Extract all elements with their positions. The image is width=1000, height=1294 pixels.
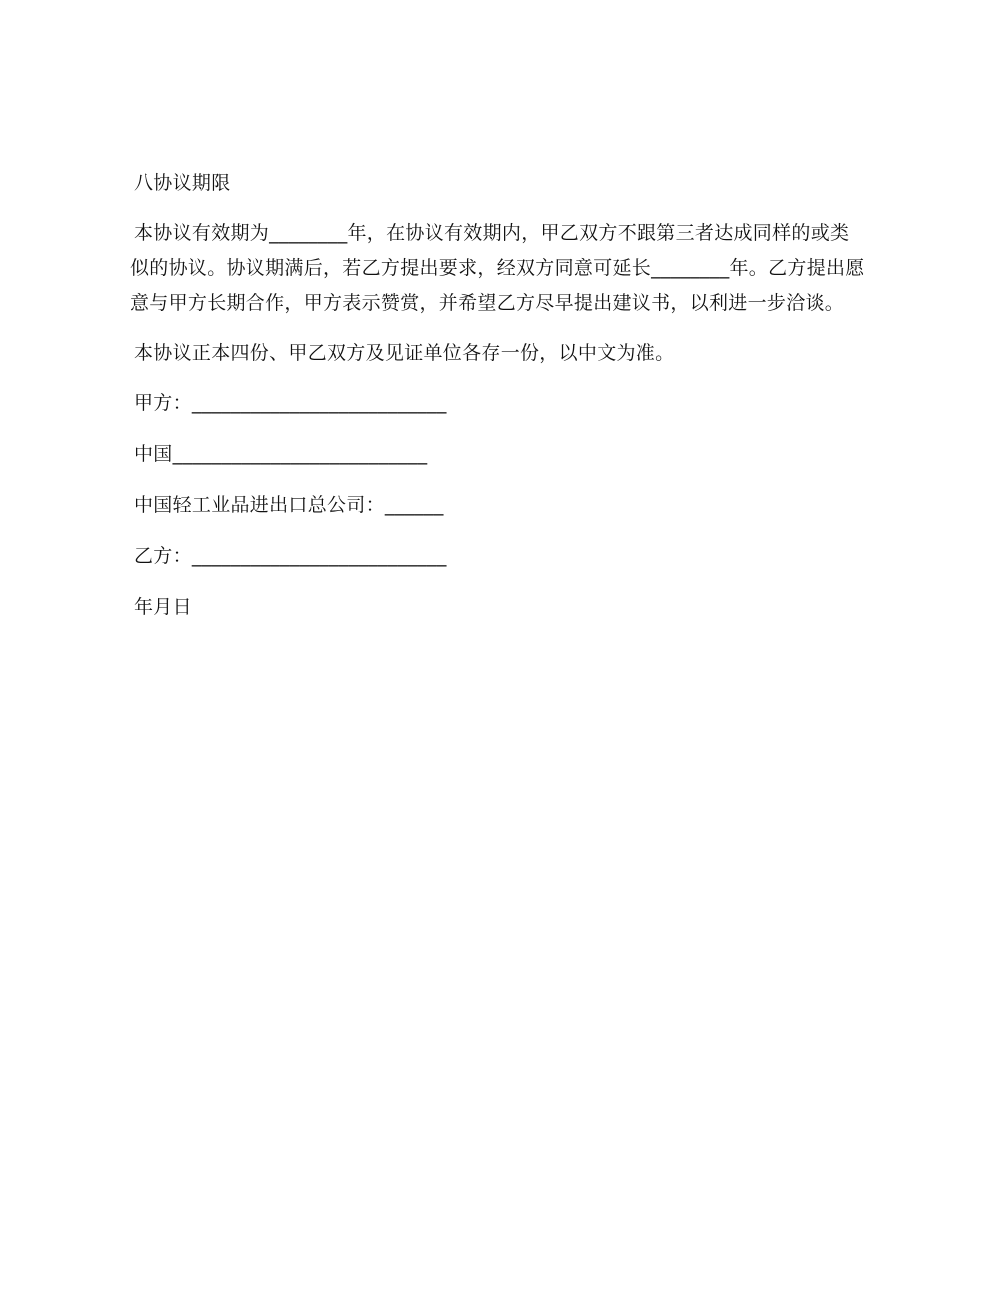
paragraph-line: 似的协议。协议期满后，若乙方提出要求，经双方同意可延长________年。乙方提出愿	[130, 257, 865, 279]
paragraph-term	[130, 216, 890, 321]
date-line: 年月日	[134, 596, 192, 618]
party-b-signature-line: 乙方：__________________________	[134, 545, 447, 567]
section-title: 八协议期限	[134, 172, 231, 194]
party-a-signature-line: 甲方：__________________________	[134, 392, 447, 414]
paragraph-line: 本协议有效期为________年，在协议有效期内，甲乙双方不跟第三者达成同样的或类	[134, 222, 850, 244]
company-signature-line: 中国轻工业品进出口总公司：______	[134, 494, 444, 516]
paragraph-copies: 本协议正本四份、甲乙双方及见证单位各存一份，以中文为准。	[134, 342, 675, 364]
paragraph-line: 意与甲方长期合作，甲方表示赞赏，并希望乙方尽早提出建议书，以利进一步洽谈。	[130, 292, 845, 314]
china-signature-line: 中国__________________________	[134, 443, 428, 465]
